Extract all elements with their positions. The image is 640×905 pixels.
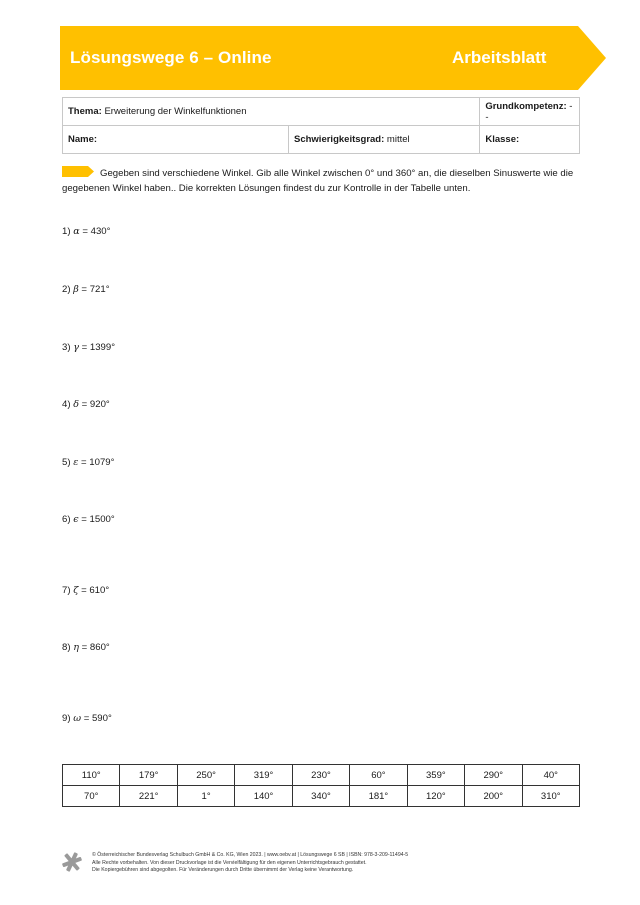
exercise-3 — [62, 342, 115, 353]
exercise-number: 6) — [62, 514, 71, 525]
name-cell[interactable] — [63, 126, 289, 154]
task-instruction — [62, 166, 582, 196]
exercise-number: 7) — [62, 585, 71, 596]
name-label: Name: — [68, 134, 98, 145]
solution-cell: 310° — [522, 786, 580, 807]
exercise-variable: η — [73, 642, 79, 653]
exercise-value: = 610° — [81, 585, 110, 596]
thema-cell — [63, 98, 480, 126]
exercise-variable: ζ — [73, 585, 79, 596]
exercise-value: = 1079° — [81, 457, 115, 468]
footer-line-2: Alle Rechte vorbehalten. Von dieser Druckvorlage ist die Vervielfältigung für den eigenen Unterrichtsgebrauch gestattet. — [92, 859, 367, 866]
exercise-value: = 860° — [81, 642, 110, 653]
exercise-number: 3) — [62, 342, 71, 353]
solution-cell: 200° — [465, 786, 522, 807]
exercise-value: = 590° — [83, 713, 112, 724]
exercise-9 — [62, 713, 112, 724]
thema-label: Thema: — [68, 106, 102, 117]
exercise-number: 8) — [62, 642, 71, 653]
thema-value: Erweiterung der Winkelfunktionen — [104, 106, 247, 117]
exercise-variable: ε — [73, 457, 79, 468]
solution-cell: 250° — [177, 765, 234, 786]
solution-cell: 120° — [407, 786, 464, 807]
task-text: Gegeben sind verschiedene Winkel. Gib alle Winkel zwischen 0° und 360° an, die dieselben Sinuswerte wie die gegebenen Winkel haben.. Die korrekten Lösungen findest du zur Kontrolle in der Tabelle unten. — [62, 168, 574, 194]
exercise-value: = 1500° — [81, 514, 115, 525]
grundkompetenz-label: Grundkompetenz: — [485, 100, 567, 112]
solution-cell: 40° — [522, 765, 580, 786]
exercise-number: 2) — [62, 284, 71, 295]
solution-cell: 359° — [407, 765, 464, 786]
exercise-value: = 1399° — [81, 342, 116, 353]
solution-cell: 60° — [350, 765, 407, 786]
exercise-7 — [62, 585, 109, 596]
header-banner — [60, 26, 606, 90]
solution-cell: 179° — [120, 765, 177, 786]
solutions-row-1 — [63, 765, 580, 786]
exercise-variable: ω — [73, 713, 82, 724]
exercise-number: 4) — [62, 399, 71, 410]
solutions-row-2 — [63, 786, 580, 807]
info-table — [62, 97, 580, 154]
solution-cell: 340° — [292, 786, 349, 807]
solution-cell: 319° — [235, 765, 292, 786]
document-type: Arbeitsblatt — [452, 48, 547, 67]
solution-cell: 290° — [465, 765, 522, 786]
header-title: Lösungswege 6 – Online — [70, 48, 272, 67]
exercise-variable: ϵ — [73, 514, 79, 525]
solution-cell: 181° — [350, 786, 407, 807]
solution-cell: 70° — [63, 786, 120, 807]
exercise-value: = 430° — [82, 226, 111, 237]
exercise-variable: α — [73, 226, 80, 237]
exercise-value: = 721° — [81, 284, 110, 295]
exercise-2 — [62, 284, 110, 295]
exercise-number: 5) — [62, 457, 71, 468]
solution-cell: 221° — [120, 786, 177, 807]
exercise-5 — [62, 457, 114, 468]
klasse-label: Klasse: — [485, 134, 520, 145]
exercise-value: = 920° — [81, 399, 110, 410]
exercise-4 — [62, 399, 110, 410]
footer-copyright — [92, 852, 408, 875]
footer-line-3: Die Kopiergebühren sind abgegolten. Für Veränderungen durch Dritte übernimmt der Verlag keine Verantwortung. — [92, 867, 354, 874]
solution-cell: 140° — [235, 786, 292, 807]
exercise-1 — [62, 226, 110, 237]
grundkompetenz-value: -- — [485, 100, 573, 123]
exercise-number: 1) — [62, 226, 71, 237]
footer-line-1: © Österreichischer Bundesverlag Schulbuch GmbH & Co. KG, Wien 2023. | www.oebv.at | Lösungswege 6 SB | ISBN: 978-3-209-11494-5 — [92, 852, 409, 858]
schwierigkeit-cell — [289, 126, 480, 154]
schwierigkeit-label: Schwierigkeitsgrad: — [294, 134, 385, 145]
exercise-variable: γ — [73, 342, 79, 353]
publisher-logo-icon — [62, 852, 82, 872]
grundkompetenz-cell — [480, 98, 580, 126]
exercise-8 — [62, 642, 110, 653]
solutions-table — [62, 764, 580, 807]
schwierigkeit-value: mittel — [386, 134, 410, 145]
solution-cell: 230° — [292, 765, 349, 786]
solution-cell: 1° — [177, 786, 234, 807]
exercise-variable: δ — [73, 399, 79, 410]
exercise-variable: β — [73, 284, 79, 295]
klasse-cell[interactable] — [480, 126, 580, 154]
solution-cell: 110° — [63, 765, 120, 786]
exercise-6 — [62, 514, 115, 525]
exercise-number: 9) — [62, 713, 71, 724]
arrow-icon — [62, 166, 94, 177]
